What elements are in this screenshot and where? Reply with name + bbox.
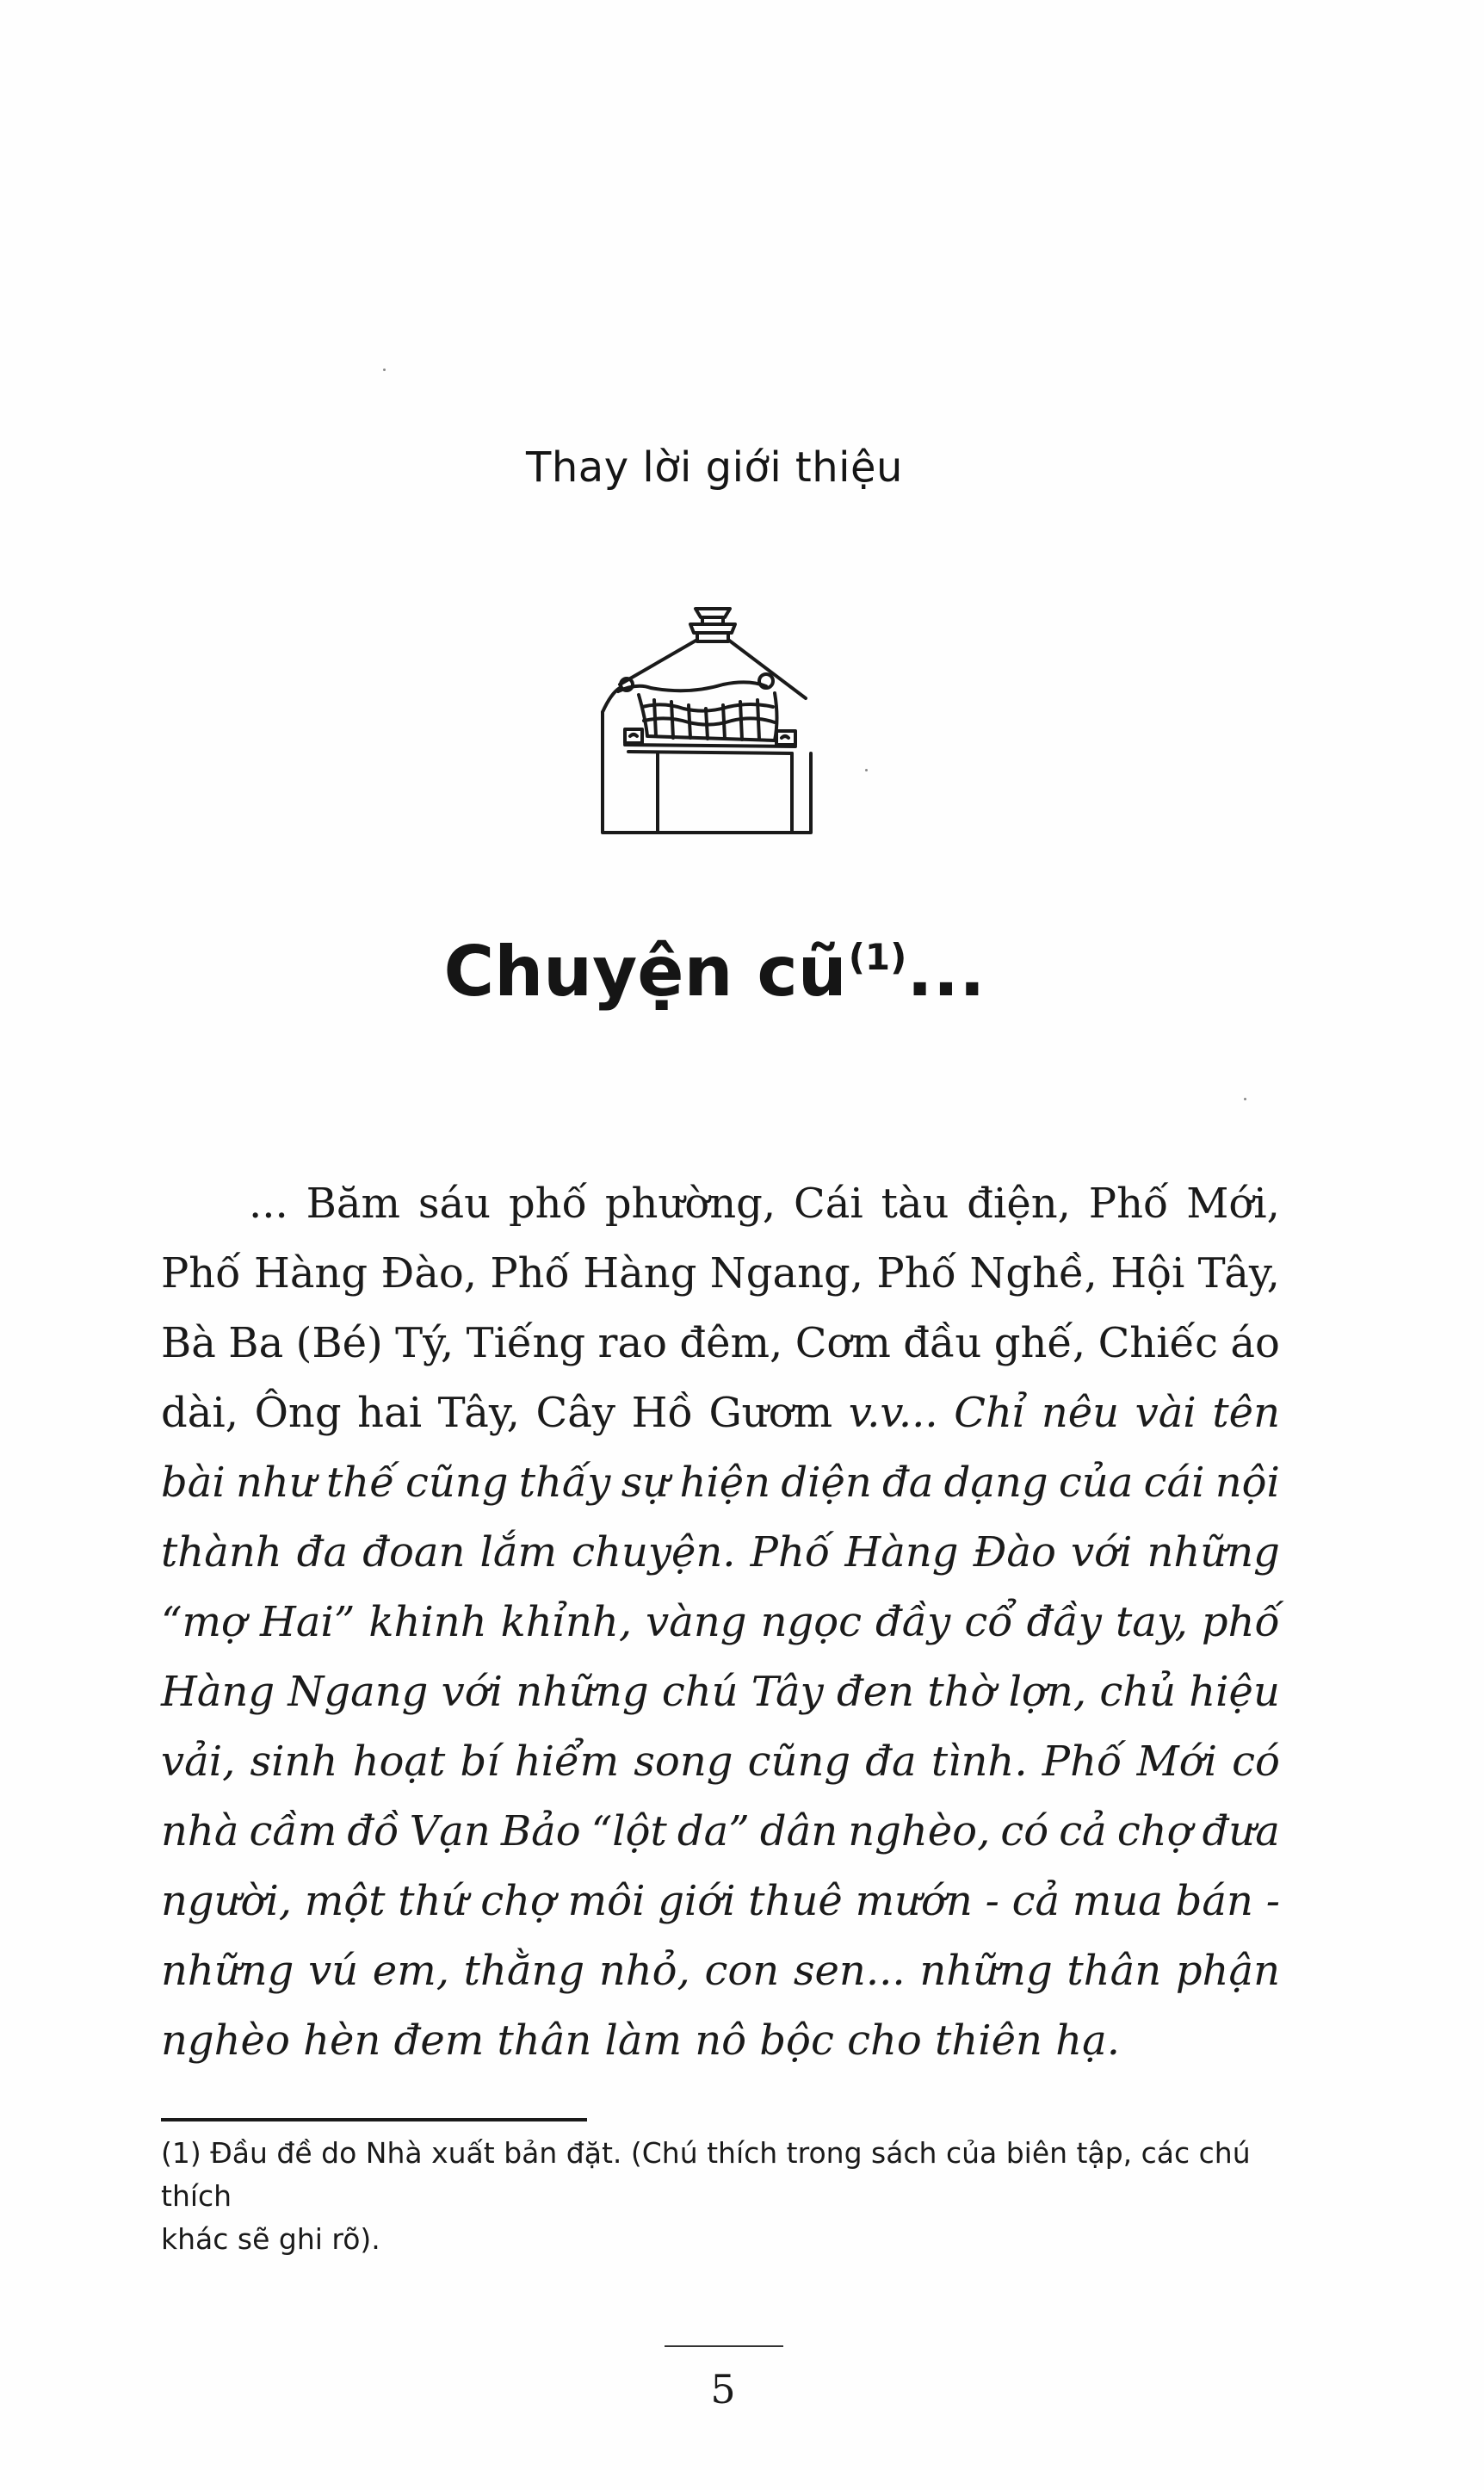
body-word: Ba [228,1319,284,1367]
body-word: Bà [161,1319,216,1367]
body-word: Vạn [409,1807,491,1855]
body-word: dạng [943,1459,1048,1507]
body-word: lắm [479,1528,558,1576]
body-word: diện [781,1459,872,1507]
body-word: hiện [679,1459,771,1507]
footnote-line-2: khác sẽ ghi rõ). [161,2222,380,2256]
body-word: chủ [1099,1668,1177,1716]
body-word: đầy [875,1598,951,1646]
body-word: như [235,1459,316,1507]
body-word: cả [1011,1877,1060,1925]
body-word: nội [1215,1459,1280,1507]
body-word: với [1071,1528,1133,1576]
body-word: những [516,1668,649,1716]
body-word: song [634,1737,733,1786]
body-word: v.v... [848,1389,938,1437]
body-word: Đào [973,1528,1056,1576]
body-word: nghèo, [848,1807,991,1855]
body-word: nêu [1041,1389,1120,1437]
body-word: Tây, [1197,1249,1280,1298]
paper-speck [865,769,868,771]
body-word: Chiếc [1098,1319,1218,1367]
body-word: Phố [1042,1737,1122,1786]
body-word: thấy [518,1459,611,1507]
body-word: đa [865,1737,917,1786]
body-word: đêm, [679,1319,783,1367]
body-word: tàu [881,1180,949,1228]
body-word: với [441,1668,503,1716]
body-word: Ngang, [709,1249,864,1298]
body-word: Mới, [1186,1180,1280,1228]
body-word: tay, [1115,1598,1188,1646]
body-word: điện, [967,1180,1071,1228]
body-word: Bảo [500,1807,581,1855]
body-word: cầm [249,1807,337,1855]
body-word: Tiếng [466,1319,586,1367]
body-word: ghế, [993,1319,1086,1367]
body-word: phận [1175,1947,1280,1995]
body-word: Mới [1136,1737,1217,1786]
body-word: Cây [535,1389,615,1437]
body-word: áo [1230,1319,1280,1367]
body-word: cả [1059,1807,1107,1855]
body-word: Đào, [380,1249,477,1298]
body-word: Gươm [708,1389,833,1437]
body-line-6 [161,1518,1280,1588]
body-word: Ngang [288,1668,429,1716]
body-word: nhà [161,1807,239,1855]
body-word: Hàng [583,1249,697,1298]
body-word: thờ [927,1668,996,1716]
body-word: bí [460,1737,500,1786]
body-word: rao [597,1319,667,1367]
body-word: Tây [751,1668,824,1716]
body-word: có [1000,1807,1049,1855]
body-word: Cái [794,1180,863,1228]
footnote-divider [161,2118,587,2121]
footnote [161,2132,1280,2261]
body-word: Chỉ [954,1389,1026,1437]
title-footnote-mark: (1) [848,936,907,978]
body-word: Hàng [161,1668,275,1716]
body-word: đầu [903,1319,982,1367]
body-word: Phố [1088,1180,1169,1228]
body-word: Phố [161,1249,241,1298]
chapter-title [0,932,1429,1012]
body-word: bài [161,1459,226,1507]
body-line-10 [161,1797,1280,1867]
body-word: chuyện. [572,1528,736,1576]
page-number: 5 [710,2366,736,2413]
paper-speck [383,369,386,371]
body-word: con [704,1947,780,1995]
body-line-1 [161,1169,1280,1239]
body-line-3 [161,1309,1280,1378]
body-word: hiểm [514,1737,620,1786]
body-word: đồ [347,1807,399,1855]
body-word: sáu [417,1180,492,1228]
body-line-text-italic: nghèo hèn đem thân làm nô bộc cho thiên hạ. [161,2016,1120,2065]
body-line-9 [161,1727,1280,1797]
body-word: dân [759,1807,838,1855]
section-kicker: Thay lời giới thiệu [526,443,903,492]
body-word: “mợ [161,1598,246,1646]
body-word: Hàng [844,1528,959,1576]
body-word: Phố [490,1249,570,1298]
body-word: lợn, [1008,1668,1087,1716]
body-word: - [1265,1877,1280,1925]
page-number-rule [665,2345,783,2347]
body-line-13 [161,2006,1280,2076]
body-word: mướn [855,1877,973,1925]
body-word: tình. [931,1737,1028,1786]
body-word: Cơm [795,1319,891,1367]
body-word: những [1147,1528,1280,1576]
body-word: em, [372,1947,449,1995]
body-word: hiệu [1189,1668,1280,1716]
body-word: khỉnh, [500,1598,633,1646]
body-word: hai [357,1389,423,1437]
body-line-4 [161,1378,1280,1448]
old-house-gate-icon [594,598,835,848]
body-word: chợ [480,1877,555,1925]
body-word: (Bé) [295,1319,383,1367]
body-word: thành [161,1528,282,1576]
body-word: phố [1201,1598,1280,1646]
body-word: Hội [1110,1249,1185,1298]
body-word: thuê [748,1877,843,1925]
body-word: đầy [1026,1598,1102,1646]
body-word: sen... [793,1947,906,1995]
body-word: cũng [747,1737,851,1786]
body-word: đa [296,1528,349,1576]
body-word: đen [837,1668,915,1716]
body-word: cũng [405,1459,509,1507]
body-word: có [1232,1737,1280,1786]
chapter-title-ellipsis: ... [906,932,986,1012]
body-word: chú [661,1668,739,1716]
body-word: Tây, [437,1389,520,1437]
body-word: cái [1143,1459,1205,1507]
body-word: đa [882,1459,934,1507]
body-word: cổ [964,1598,1013,1646]
body-word: Băm [306,1180,401,1228]
body-word: tên [1212,1389,1280,1437]
body-paragraph [161,1169,1280,2076]
body-word: hoạt [352,1737,446,1786]
body-word: - [985,1877,999,1925]
body-word: giới [658,1877,736,1925]
footnote-line-1: (1) Đầu đề do Nhà xuất bản đặt. (Chú thích trong sách của biên tập, các chú thích [161,2136,1251,2213]
body-word: một [304,1877,386,1925]
body-line-8 [161,1657,1280,1727]
body-word: vàng [646,1598,747,1646]
body-word: Hồ [631,1389,693,1437]
paper-speck [1244,1098,1246,1100]
body-word: thân [1067,1947,1162,1995]
body-word: Hàng [253,1249,368,1298]
body-word: Nghề, [969,1249,1098,1298]
body-word: môi [567,1877,646,1925]
body-word: vài [1135,1389,1196,1437]
body-word: bán [1175,1877,1253,1925]
body-word: những [919,1947,1053,1995]
body-word: Phố [876,1249,956,1298]
body-word: phố [508,1180,587,1228]
body-word: vú [308,1947,359,1995]
body-line-2 [161,1239,1280,1309]
body-line-5 [161,1448,1280,1518]
body-word: thằng [463,1947,585,1995]
body-word: thứ [398,1877,468,1925]
body-word: của [1058,1459,1134,1507]
body-line-11 [161,1867,1280,1936]
body-word: khinh [368,1598,487,1646]
body-word: đưa [1202,1807,1280,1855]
body-word: da” [677,1807,750,1855]
body-word: sự [621,1459,670,1507]
body-word: Ông [254,1389,342,1437]
body-word: mua [1072,1877,1163,1925]
body-word: chợ [1116,1807,1192,1855]
body-word: “lột [591,1807,667,1855]
body-word: Hai” [260,1598,356,1646]
body-word: Tý, [395,1319,454,1367]
body-word: ngọc [760,1598,862,1646]
body-word: thế [325,1459,395,1507]
body-line-7 [161,1588,1280,1657]
body-word: phường, [604,1180,776,1228]
body-word: Phố [750,1528,831,1576]
body-word: dài, [161,1389,238,1437]
body-word: nhỏ, [598,1947,690,1995]
body-word: những [161,1947,294,1995]
body-word: người, [161,1877,293,1925]
body-word: ... [249,1180,288,1228]
chapter-title-text: Chuyện cũ [443,932,847,1012]
body-line-12 [161,1936,1280,2006]
body-word: sinh [250,1737,338,1786]
body-word: đoan [362,1528,466,1576]
body-word: vải, [161,1737,236,1786]
